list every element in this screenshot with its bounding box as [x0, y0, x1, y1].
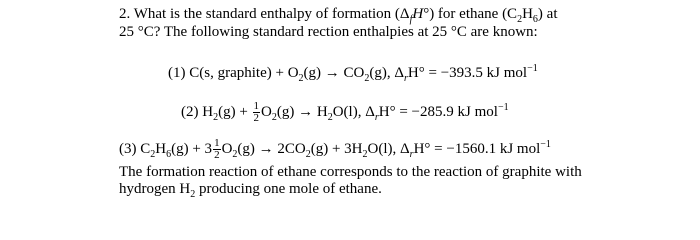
superscript: −1	[540, 138, 551, 150]
subscript: 2	[150, 148, 156, 160]
reaction-part: O	[261, 103, 272, 120]
subscript: r	[404, 73, 408, 84]
reaction-1	[168, 65, 538, 82]
reaction-2	[181, 101, 509, 124]
question-text-c: ) at	[537, 6, 558, 22]
reaction-part: (g) + 3	[171, 140, 213, 157]
reaction-part: (g) → H	[276, 103, 328, 120]
question-line-1	[119, 6, 558, 23]
superscript: −1	[527, 63, 538, 74]
subscript: 6	[166, 148, 172, 160]
subscript: 2	[213, 111, 219, 123]
conclusion-text: hydrogen H	[119, 181, 191, 197]
reaction-part: O(l), Δ	[332, 103, 375, 120]
subscript: 2	[190, 189, 196, 200]
fraction-denominator: 2	[214, 149, 220, 161]
reaction-part: H° = −1560.1 kJ mol	[413, 140, 541, 157]
hydrogen-symbol: H	[522, 6, 533, 22]
enthalpy-symbol: H	[412, 6, 424, 22]
fraction	[213, 138, 221, 161]
conclusion-line-2	[119, 181, 382, 198]
reaction-part: H° = −393.5 kJ mol	[407, 65, 528, 81]
subscript: 2	[232, 148, 238, 160]
reaction-label: (1)	[168, 65, 186, 81]
reaction-part: C(s, graphite) + O	[189, 65, 299, 81]
reaction-part: (g) + 3H	[310, 140, 363, 157]
delta-subscript: f	[409, 14, 413, 25]
subscript: r	[374, 111, 379, 123]
reaction-part: (g), Δ	[369, 65, 404, 81]
question-text-b: ) for ethane (C	[429, 6, 518, 22]
subscript: 2	[305, 148, 311, 160]
conclusion-text: The formation reaction of ethane corresponds to the reaction of graphite with	[119, 164, 582, 180]
reaction-label: (2)	[181, 103, 199, 120]
reaction-part: (g) → CO	[303, 65, 365, 81]
question-line-2	[119, 24, 538, 41]
delta-symbol: Δ	[399, 6, 410, 22]
fraction-numerator: 1	[214, 137, 220, 149]
conclusion-line-1	[119, 164, 582, 181]
question-text-line-2: 25 °C? The following standard rection enthalpies at 25 °C are known:	[119, 24, 538, 40]
reaction-part: H° = −285.9 kJ mol	[378, 103, 498, 120]
fraction-numerator: 1	[253, 100, 260, 112]
reaction-part: O	[221, 140, 233, 157]
reaction-part: C	[140, 140, 151, 157]
subscript: 2	[364, 73, 370, 84]
reaction-part: (g) → 2CO	[237, 140, 306, 157]
degree-symbol: °	[423, 6, 430, 22]
reaction-part: O(l), Δ	[367, 140, 410, 157]
subscript: 2	[271, 111, 277, 123]
reaction-label: (3)	[119, 140, 137, 157]
hydrogen-subscript: 6	[532, 14, 538, 25]
superscript: −1	[497, 101, 509, 113]
question-text-a: What is the standard enthalpy of formation (	[133, 6, 400, 22]
reaction-part: (g) +	[218, 103, 252, 120]
subscript: r	[409, 148, 414, 160]
conclusion-text: producing one mole of ethane.	[195, 181, 382, 197]
reaction-part: H	[155, 140, 167, 157]
subscript: 2	[298, 73, 304, 84]
carbon-subscript: 2	[517, 14, 523, 25]
reaction-part: H	[202, 103, 214, 120]
subscript: 2	[327, 111, 333, 123]
problem-number: 2.	[119, 6, 131, 22]
fraction	[253, 101, 261, 124]
reaction-3	[119, 138, 551, 161]
fraction-denominator: 2	[253, 112, 260, 124]
subscript: 2	[362, 148, 368, 160]
